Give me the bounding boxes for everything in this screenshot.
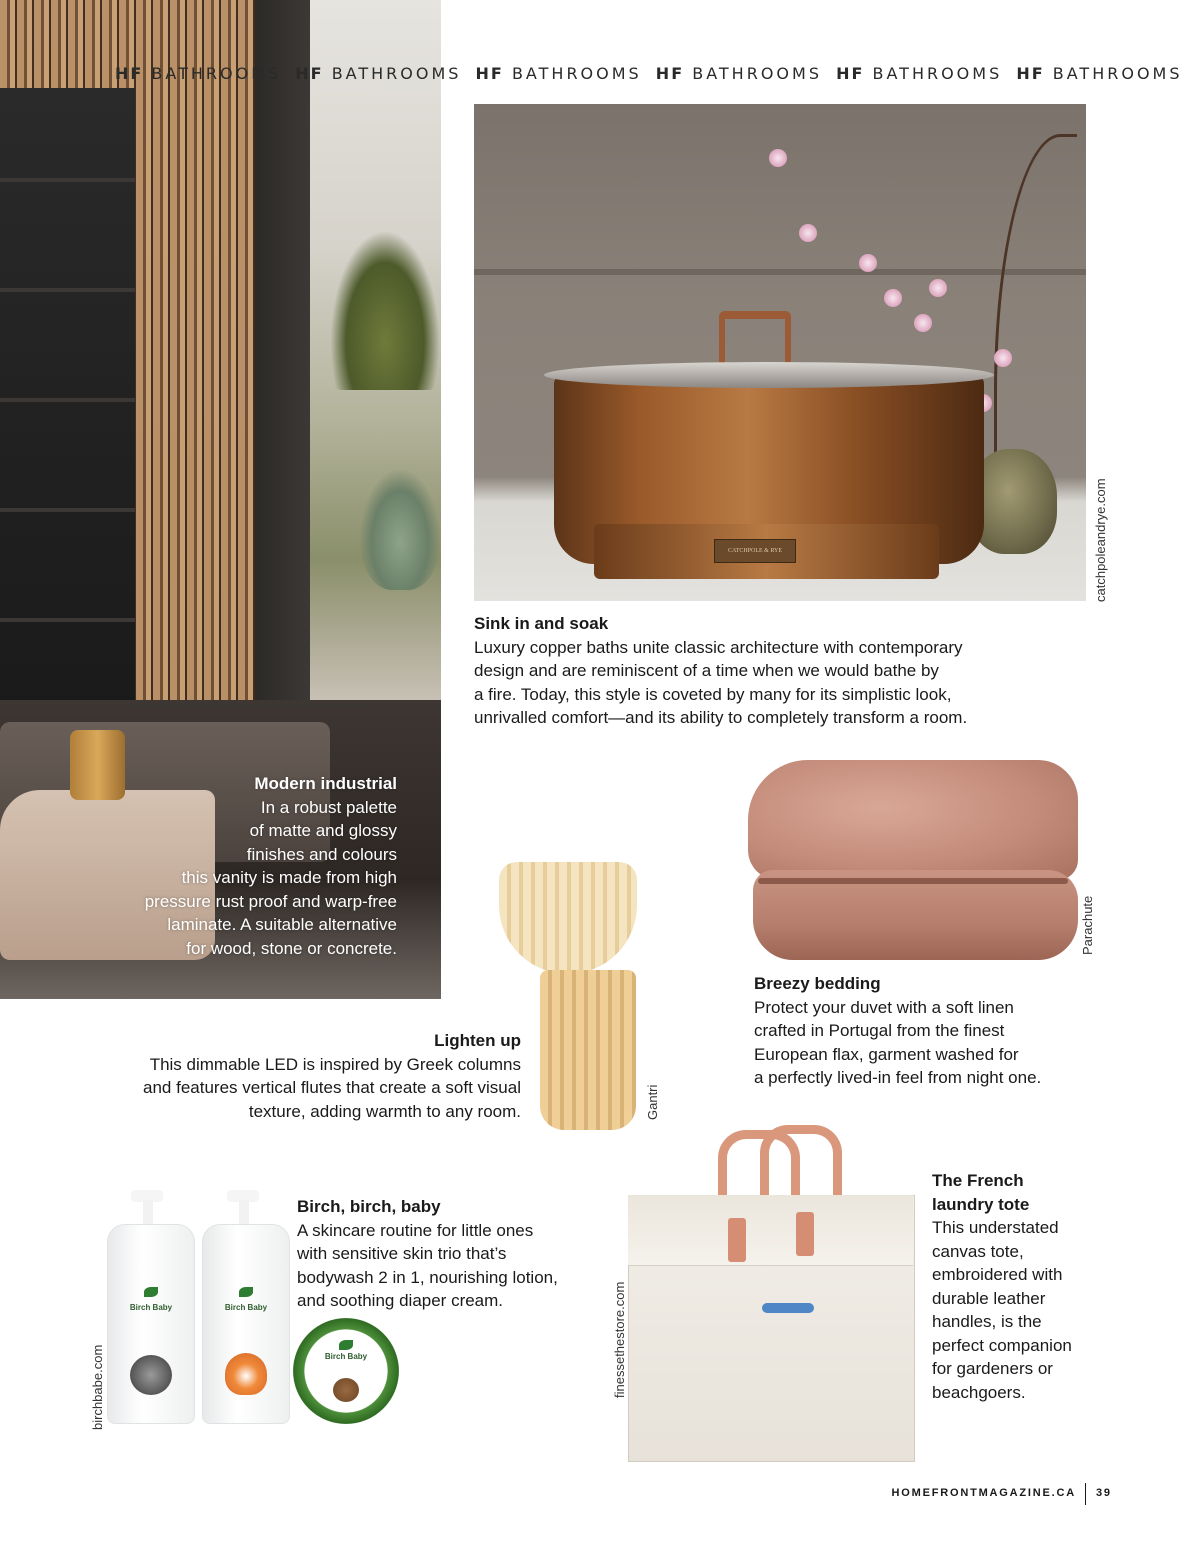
tote-line: durable leather [932,1288,1046,1308]
bedding-line: Protect your duvet with a soft linen [754,997,1014,1017]
tote-line: perfect companion [932,1335,1072,1355]
baby-line: bodywash 2 in 1, nourishing lotion, [297,1267,558,1287]
lamp-line: and features vertical flutes that create a soft visual [143,1078,521,1097]
tote-line: handles, is the [932,1312,1042,1331]
section-label: BATHROOMS [331,64,462,83]
leather-tab [728,1218,746,1262]
raccoon-illustration [130,1355,172,1395]
bath-photo-credit: catchpoleandrye.com [1093,478,1108,602]
palm-plant [330,230,440,390]
section-label: BATHROOMS [692,64,822,83]
brand-mark: HF [115,64,144,83]
duvet-photo [748,760,1078,960]
blossom [884,289,902,307]
jar-brand: Birch Baby [324,1352,368,1361]
bedding-line: European flax, garment washed for [754,1044,1019,1064]
shelf-cabinet [0,88,135,718]
maker-plate [714,539,796,563]
tote-line: beachgoers. [932,1382,1026,1402]
lamp-shade [499,862,637,974]
section-label: BATHROOMS [1052,64,1183,83]
shelf [0,618,135,622]
bedding-title: Breezy bedding [754,974,881,993]
wall-rail [474,269,1086,275]
hero-line: pressure rust proof and warp-free [144,891,397,911]
hero-line: for wood, stone or concrete. [186,938,397,958]
shampoo-bottle [107,1224,195,1424]
section-label: BATHROOMS [151,64,282,83]
duvet-crease [758,878,1068,884]
tote-title: The French [932,1171,1024,1190]
magnolia-branch [994,134,1077,457]
lamp-caption [100,1029,521,1123]
maker-plate-text: CATCHPOLE & RYE [727,548,782,554]
hero-caption [60,772,397,960]
leaf-icon [144,1287,158,1297]
bottle-brand: Birch Baby [224,1303,268,1312]
tote-title: laundry tote [932,1194,1030,1214]
shelf [0,398,135,402]
section-label: BATHROOMS [872,64,1003,83]
brand-mark: HF [475,64,504,83]
baby-line: A skincare routine for little ones [297,1220,534,1240]
tote-line: canvas tote, [932,1241,1024,1261]
leaf-icon [239,1287,253,1297]
blossom [859,254,877,272]
lamp-title: Lighten up [434,1031,521,1050]
baby-photo-credit: birchbabe.com [90,1344,105,1430]
tote-photo-credit: finessethestore.com [612,1281,627,1398]
shelf [0,178,135,182]
baby-caption [297,1195,597,1313]
baby-line: with sensitive skin trio that’s [297,1244,507,1263]
page-number: 39 [1096,1487,1112,1499]
blossom [769,149,787,167]
blossom [994,349,1012,367]
leather-tab [796,1212,814,1256]
blossom [914,314,932,332]
hero-line: laminate. A suitable alternative [167,915,397,934]
bathtub-rim [544,362,994,388]
bedding-caption [754,972,1094,1090]
hero-line: finishes and colours [246,844,397,864]
bath-line: Luxury copper baths unite classic architecture with contemporary [474,637,963,657]
shelf [0,508,135,512]
brand-mark: HF [1016,64,1045,83]
hero-line: of matte and glossy [249,821,397,840]
tote-top-fold [628,1195,913,1266]
hero-photo-vanity [0,0,441,999]
shelf [0,288,135,292]
baby-title: Birch, birch, baby [297,1197,441,1216]
fox-illustration [225,1353,267,1395]
section-label: BATHROOMS [511,64,642,83]
tote-caption [932,1169,1112,1404]
bedding-line: crafted in Portugal from the finest [754,1021,1005,1040]
clothespin-embroidery [762,1303,814,1313]
hero-line: this vanity is made from high [181,868,397,887]
tote-line: for gardeners or [932,1359,1053,1378]
bedding-line: a perfectly lived-in feel from night one. [754,1068,1042,1087]
bedding-photo-credit: Parachute [1080,895,1095,955]
agave-plant [360,470,440,590]
lamp-line: texture, adding warmth to any room. [248,1101,521,1121]
section-header-band [115,64,1183,86]
lamp-column [540,970,636,1130]
leaf-icon [339,1340,353,1350]
footer-divider [1085,1483,1086,1505]
bath-title: Sink in and soak [474,614,609,633]
bathtub-photo [474,104,1086,601]
bath-caption [474,612,1094,730]
brand-mark: HF [295,64,324,83]
window-frame [255,0,315,700]
diaper-balm-jar [293,1318,399,1424]
bath-line: a fire. Today, this style is coveted by many for its simplistic look, [474,684,952,704]
pump-neck [143,1200,153,1226]
tote-line: This understated [932,1218,1059,1237]
bear-illustration [333,1378,359,1402]
blossom [799,224,817,242]
tote-line: embroidered with [932,1265,1063,1284]
pump-neck [239,1200,249,1226]
lamp-line: This dimmable LED is inspired by Greek columns [149,1054,521,1074]
bath-line: design and are reminiscent of a time when we would bathe by [474,661,939,680]
brand-mark: HF [836,64,865,83]
duvet-top-fold [748,760,1078,880]
brand-mark: HF [655,64,685,83]
bottle-brand: Birch Baby [129,1303,173,1312]
blossom [929,279,947,297]
hero-title: Modern industrial [254,774,397,793]
lamp-photo-credit: Gantri [645,1084,660,1120]
baby-line: and soothing diaper cream. [297,1291,504,1310]
footer-site: HOMEFRONTMAGAZINE.CA [891,1487,1076,1499]
lotion-bottle [202,1224,290,1424]
hero-line: In a robust palette [260,797,397,817]
bath-line: unrivalled comfort—and its ability to completely transform a room. [474,708,968,727]
